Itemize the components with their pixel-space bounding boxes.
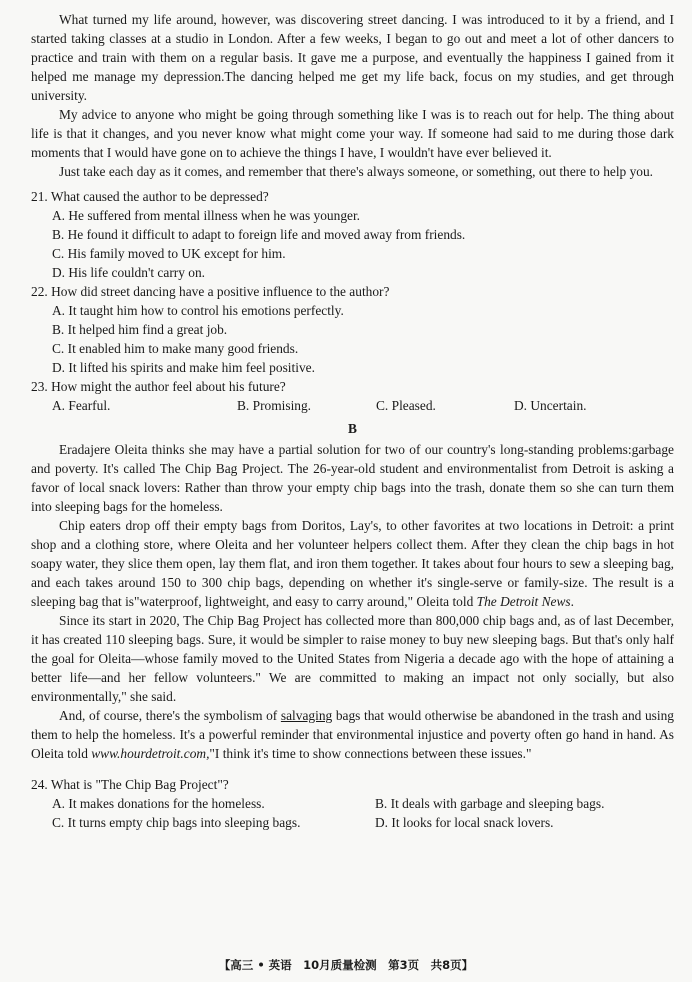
- underlined-word-salvaging: salvaging: [280, 708, 333, 723]
- passage-b-paragraph-3: Since its start in 2020, The Chip Bag Project has collected more than 800,000 chip bags and, as of last December, it has created 110 sleeping bags. Sure, it would be simpler to raise money to buy new sleeping bags. But that's only half the goal for Oleita—whose family moved to the United States from Nigeria a decade ago with the hope of attaining a better life—and her fellow volunteers." We are committed to making an impact not only socially, but also environmentally," she said.: [31, 613, 674, 704]
- passage-b-paragraph-1: Eradajere Oleita thinks she may have a partial solution for two of our country's long-standing problems:garbage and poverty. It's called The Chip Bag Project. The 26-year-old student and environmentalist from Detroit is asking a favor of local snack lovers: Rather than throw your empty chip bags into the trash, donate them so she can turn them into sleeping bags for the homeless.: [31, 442, 674, 514]
- passage-b-paragraph-4: [31, 706, 674, 763]
- question-23-option-d: D. Uncertain.: [514, 398, 587, 413]
- question-24-stem: 24. What is "The Chip Bag Project"?: [31, 777, 229, 792]
- passage-a-paragraph-advice: My advice to anyone who might be going through something like I was is to reach out for help. The thing about life is that it changes, and you never know what might come your way. If someone had said to me during those dark moments that I would have gone on to achieve the things I have, I wouldn't have ever believed it.: [31, 107, 674, 160]
- page-footer: 【高三 • 英语 10月质量检测 第3页 共8页】: [218, 958, 474, 972]
- question-21-option-d: D. His life couldn't carry on.: [52, 265, 206, 280]
- question-23-stem: 23. How might the author feel about his future?: [31, 379, 286, 394]
- passage-b-paragraph-2: [31, 516, 674, 611]
- passage-a-paragraph-closing: Just take each day as it comes, and remember that there's always someone, or something, out there to help you.: [59, 164, 654, 179]
- question-24: [31, 775, 674, 832]
- question-22-option-c: C. It enabled him to make many good friends.: [52, 341, 299, 356]
- passage-b-paragraph-2-end: .: [570, 594, 574, 609]
- question-22-option-a: A. It taught him how to control his emotions perfectly.: [52, 303, 344, 318]
- question-21-option-a: A. He suffered from mental illness when he was younger.: [52, 208, 361, 223]
- question-22-option-b: B. It helped him find a great job.: [52, 322, 228, 337]
- question-24-options-row-1: [52, 794, 674, 813]
- passage-b-paragraph-2-text: Chip eaters drop off their empty bags from Doritos, Lay's, to other favorites at two locations in Detroit: a print shop and a clothing store, where Oleita and her volunteer helpers collect them. After they clean the chip bags in hot soapy water, they slice them open, lay them flat, and iron them together. It takes about four hours to sew a sleeping bag, and each takes around 150 to 300 chip bags, depending on whether it's single-serve or family-size. The result is a sleeping bag that is"waterproof, lightweight, and easy to carry around," Oleita told: [31, 518, 674, 609]
- question-24-option-d: D. It looks for local snack lovers.: [375, 815, 554, 830]
- section-b-heading: B: [348, 421, 357, 436]
- question-22-stem: 22. How did street dancing have a positive influence to the author?: [31, 284, 390, 299]
- question-24-option-c: C. It turns empty chip bags into sleeping bags.: [52, 815, 301, 830]
- question-22: [31, 282, 674, 377]
- question-24-option-b: B. It deals with garbage and sleeping bags.: [375, 796, 605, 811]
- passage-a-paragraph-dancing: What turned my life around, however, was discovering street dancing. I was introduced to it by a friend, and I started taking classes at a studio in London. After a few weeks, I began to go out and meet a lot of other dancers to practice and train with them on a regular basis. It gave me a purpose, and eventually the happiness I gained from it helped me manage my depression.The dancing helped me get my life back, focus on my studies, and get through university.: [31, 12, 674, 103]
- passage-b-paragraph-4-start: And, of course, there's the symbolism of: [59, 708, 281, 723]
- passage-b-paragraph-4-end: "I think it's time to show connections between these issues.": [209, 746, 532, 761]
- question-23-options: [52, 396, 674, 415]
- question-24-options-row-2: [52, 813, 674, 832]
- newspaper-name: The Detroit News: [476, 594, 571, 609]
- question-24-option-a: A. It makes donations for the homeless.: [52, 796, 265, 811]
- question-23: [31, 377, 674, 415]
- question-23-option-b: B. Promising.: [237, 398, 312, 413]
- question-21: [31, 187, 674, 282]
- question-23-option-c: C. Pleased.: [376, 398, 436, 413]
- question-21-option-c: C. His family moved to UK except for him.: [52, 246, 286, 261]
- question-21-option-b: B. He found it difficult to adapt to foreign life and moved away from friends.: [52, 227, 466, 242]
- passage-b-paragraph-4-mid: bags that would otherwise be abandoned in the trash and using them to help the homeless. It's a powerful reminder that environmental injustice and poverty often go hand in hand. As Oleita told: [31, 708, 674, 761]
- question-23-option-a: A. Fearful.: [52, 398, 111, 413]
- question-22-option-d: D. It lifted his spirits and make him feel positive.: [52, 360, 315, 375]
- question-21-stem: 21. What caused the author to be depressed?: [31, 189, 269, 204]
- website-name: www.hourdetroit.com,: [91, 746, 210, 761]
